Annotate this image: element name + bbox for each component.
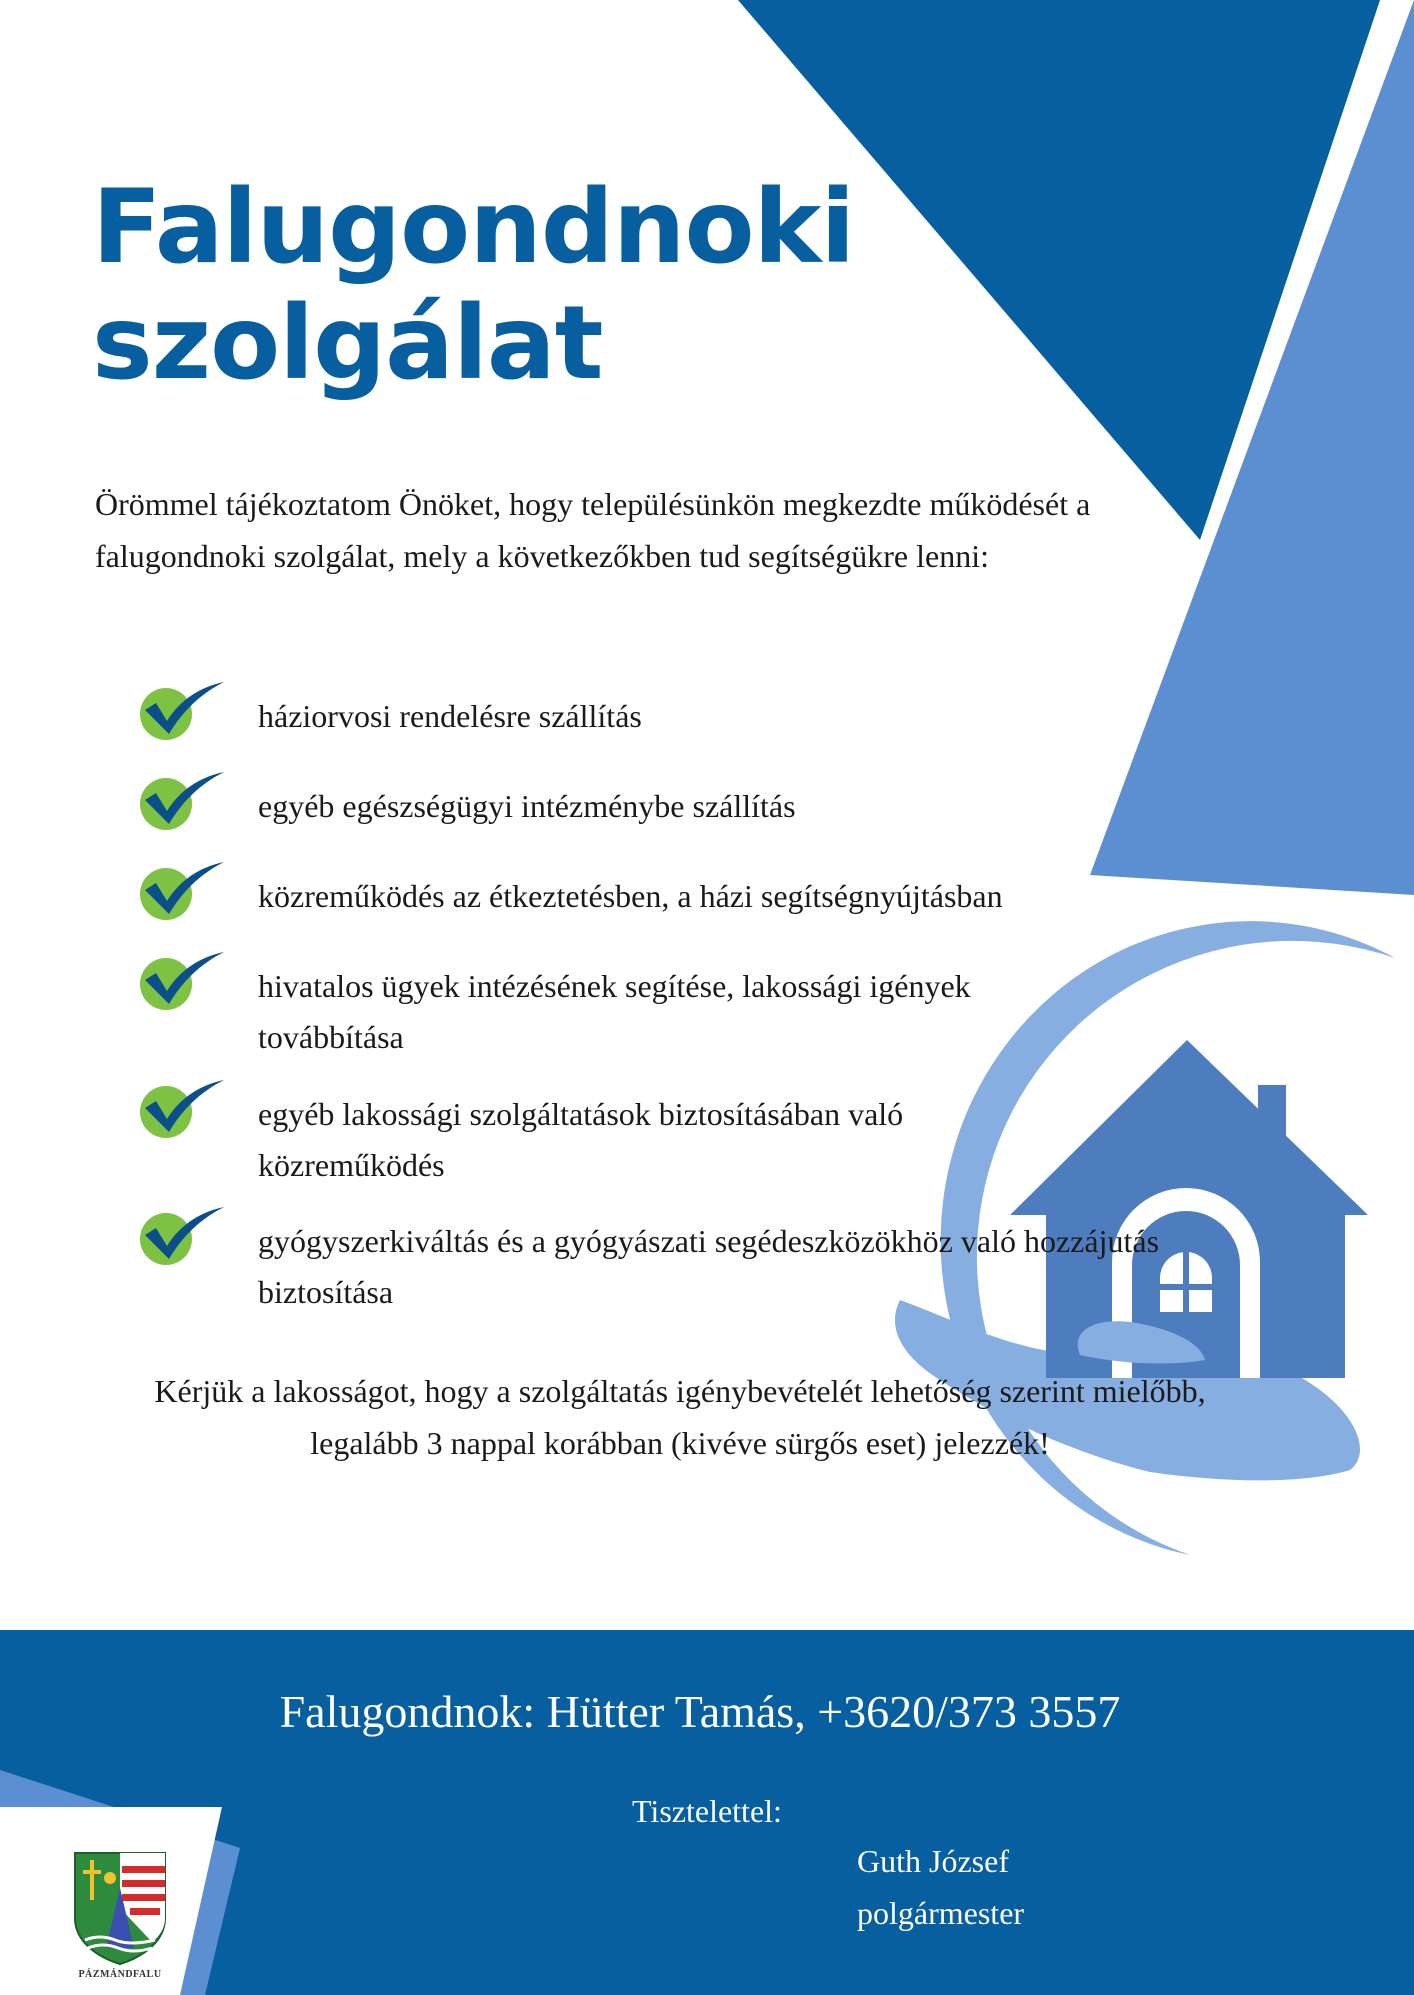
house-icon [1010,1040,1368,1378]
check-icon [140,680,226,740]
crest-label: PÁZMÁNDFALU [78,1969,162,1980]
greeting: Tisztelettel: [632,1793,782,1829]
check-icon [140,1205,226,1265]
check-icon [140,1078,226,1138]
request-notice: Kérjük a lakosságot, hogy a szolgáltatás igénybevételét lehetőség szerint mielőbb, legalább 3 nappal korábban (kivéve sürgős eset) jelezzék! [154,1373,1206,1461]
service-item-text: közreműködés az étkeztetésben, a házi segítségnyújtásban [258,878,1003,914]
service-item-text: gyógyszerkiváltás és a gyógyászati segédeszközökhöz való hozzájutás biztosítása [258,1223,1160,1310]
service-item-text: hivatalos ügyek intézésének segítése, lakossági igények továbbítása [258,968,971,1055]
signer-name: Guth József [857,1843,1009,1879]
intro-paragraph: Örömmel tájékoztatom Önöket, hogy településünkön megkezdte működését a falugondnoki szolgálat, mely a következőkben tud segítségükre lenni: [95,486,1091,574]
signer-title: polgármester [857,1895,1025,1931]
check-icon [140,770,226,830]
title-line-2: szolgálat [92,284,603,403]
title-line-1: Falugondnoki [92,168,855,287]
page-title [92,170,992,402]
service-item-text: háziorvosi rendelésre szállítás [258,698,642,734]
caretaker-contact: Falugondnok: Hütter Tamás, +3620/373 3557 [279,1686,1121,1737]
check-icon [140,950,226,1010]
service-item-text: egyéb egészségügyi intézménybe szállítás [258,788,796,824]
check-icon [140,860,226,920]
coat-of-arms [70,1848,170,1966]
signature-block [857,1835,1024,1939]
service-item-text: egyéb lakossági szolgáltatások biztosításában való közreműködés [258,1096,904,1183]
